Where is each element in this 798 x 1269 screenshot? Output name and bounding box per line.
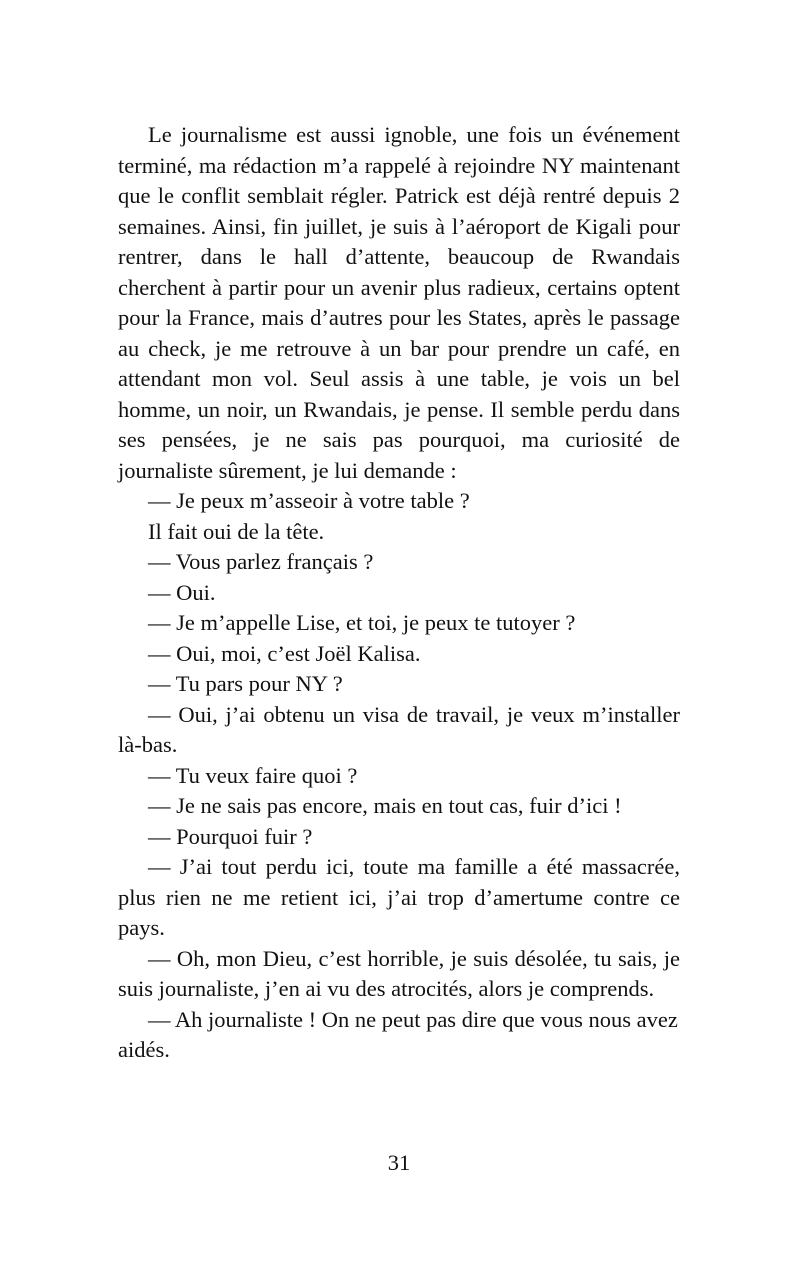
dialogue-line: — J’ai tout perdu ici, toute ma famille a été massacrée, plus rien ne me retient ici, j’ai trop d’amertume contre ce pays. [118, 854, 680, 940]
dialogue-line: — Vous parlez français ? [148, 549, 374, 574]
dialogue-line: — Oh, mon Dieu, c’est horrible, je suis désolée, tu sais, je suis journaliste, j’en ai vu des atrocités, alors je comprends. [118, 945, 680, 1001]
dialogue-line: — Tu pars pour NY ? [148, 671, 343, 696]
dialogue-line: — Oui. [148, 579, 216, 605]
narration-line: Il fait oui de la tête. [148, 518, 325, 544]
dialogue-line: — Ah journaliste ! On ne peut pas dire que vous nous avez aidés. [118, 1006, 678, 1062]
body-text [118, 120, 680, 1066]
dialogue-line: — Tu veux faire quoi ? [148, 762, 358, 788]
dialogue-line: — Oui, j’ai obtenu un visa de travail, je veux m’installer là-bas. [118, 701, 680, 757]
dialogue-line: — Je m’appelle Lise, et toi, je peux te tutoyer ? [148, 610, 576, 635]
dialogue-line: — Je ne sais pas encore, mais en tout cas, fuir d’ici ! [148, 793, 622, 818]
dialogue-line: — Je peux m’asseoir à votre table ? [148, 488, 470, 513]
page-number: 31 [387, 1150, 411, 1175]
paragraph-narration: Le journalisme est aussi ignoble, une fois un événement terminé, ma rédaction m’a rappelé à rejoindre NY maintenant que le conflit semblait régler. Patrick est déjà rentré depuis 2 semaines. Ainsi, fin juillet, je suis à l’aéroport de Kigali pour rentrer, dans le hall d’attente, beaucoup de Rwandais cherchent à partir pour un avenir plus radieux, certains optent pour la France, mais d’autres pour les States, après le passage au check, je me retrouve à un bar pour prendre un café, en attendant mon vol. Seul assis à une table, je vois un bel homme, un noir, un Rwandais, je pense. Il semble perdu dans ses pensées, je ne sais pas pourquoi, ma curiosité de journaliste sûrement, je lui demande : [118, 122, 680, 483]
dialogue-line: — Oui, moi, c’est Joël Kalisa. [148, 640, 421, 666]
dialogue-line: — Pourquoi fuir ? [148, 823, 313, 849]
